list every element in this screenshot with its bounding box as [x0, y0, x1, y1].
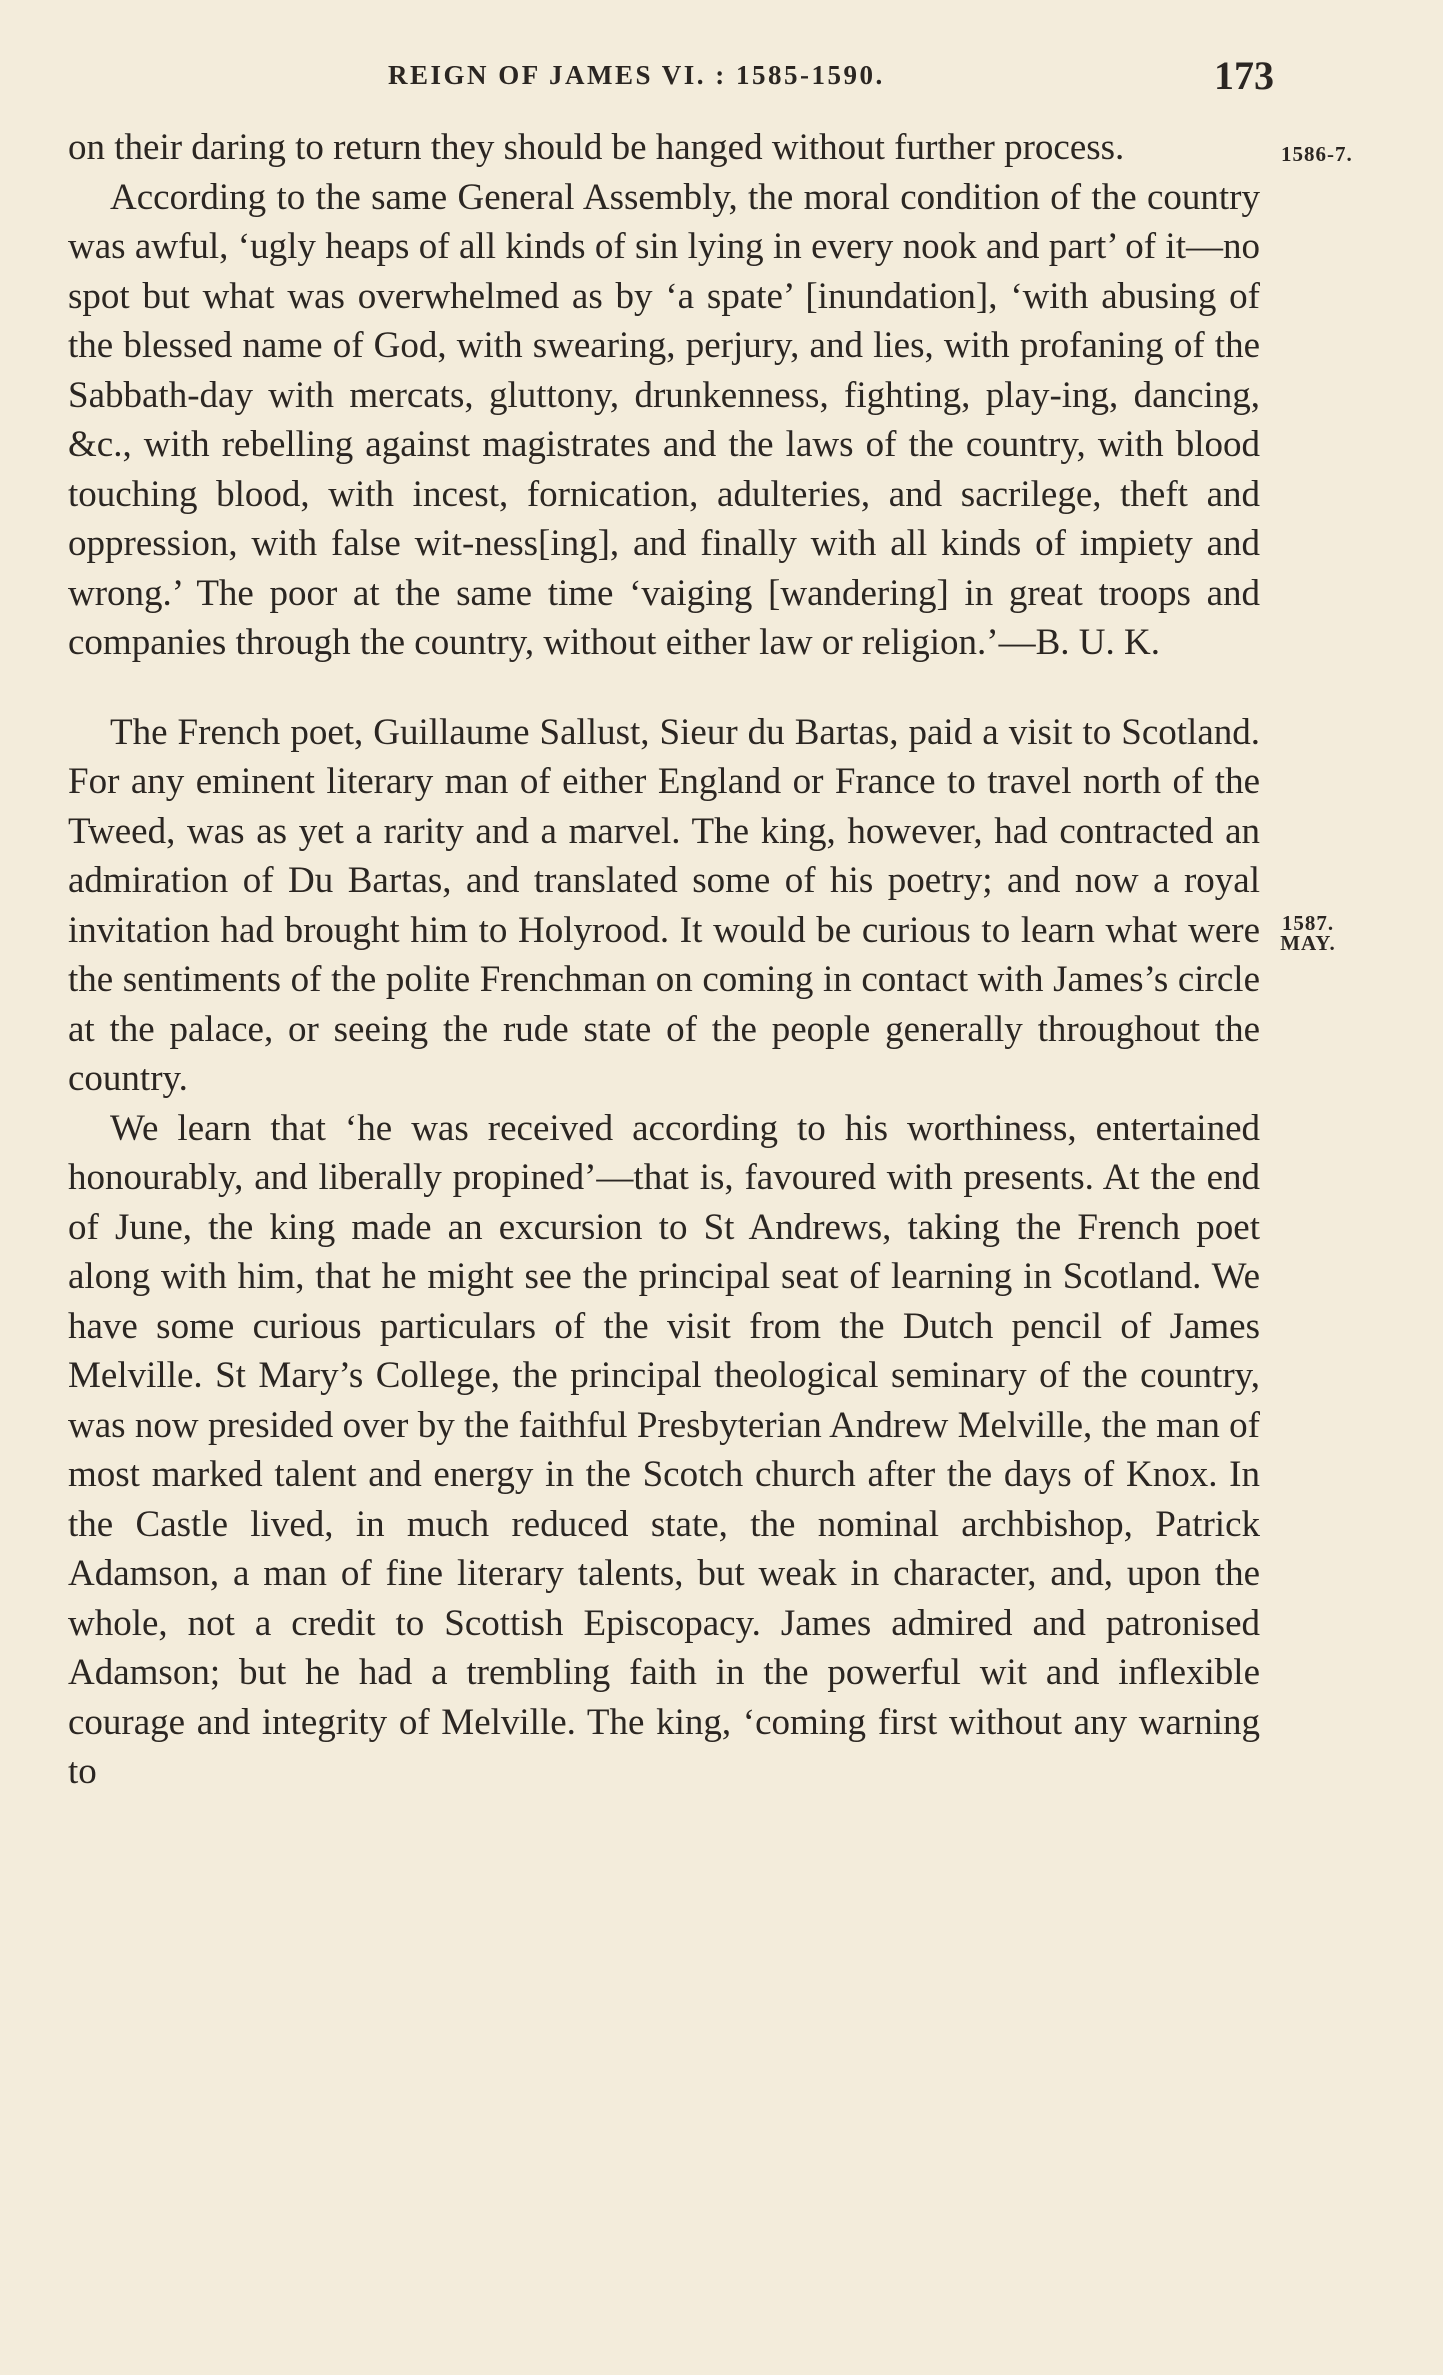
paragraph: According to the same General Assembly, the moral condition of the country was awful, ‘ugly heaps of all kinds of sin lying in every nook and part’ of it—no spot but what was overwhelmed as by ‘a spate’ [inundation], ‘with abusing of the blessed name of God, with swearing, perjury, and lies, with profaning of the Sabbath-day with mercats, gluttony, drunkenness, fighting, play-ing, dancing, &c., with rebelling against magistrates and the laws of the country, with blood touching blood, with incest, fornication, adulteries, and sacrilege, theft and oppression, with false wit-ness[ing], and finally with all kinds of impiety and wrong.’ The poor at the same time ‘vaiging [wandering] in great troops and companies through the country, without either law or religion.’—B. U. K. [68, 176, 1260, 663]
margin-date-note: 1586-7. [1281, 142, 1353, 166]
body-text [68, 123, 1260, 1797]
margin-note-year: 1587. [1281, 911, 1335, 935]
paragraph: on their daring to return they should be hanged without further process. [68, 127, 1125, 168]
page-number: 173 [1214, 53, 1274, 98]
margin-note-month: MAY. [1280, 931, 1336, 955]
paragraph: We learn that ‘he was received according to his worthiness, entertained honourably, and liberally propined’—that is, favoured with presents. At the end of June, the king made an excursion to St Andrews, taking the French poet along with him, that he might see the principal seat of learning in Scotland. We have some curious particulars of the visit from the Dutch pencil of James Melville. St Mary’s College, the principal theological seminary of the country, was now presided over by the faithful Presbyterian Andrew Melville, the man of most marked talent and energy in the Scotch church after the days of Knox. In the Castle lived, in much reduced state, the nominal archbishop, Patrick Adamson, a man of fine literary talents, but weak in character, and, upon the whole, not a credit to Scottish Episcopacy. James admired and patronised Adamson; but he had a trembling faith in the powerful wit and inflexible courage and integrity of Melville. The king, ‘coming first without any warning to [68, 1107, 1260, 1792]
margin-date-note-may [1277, 913, 1339, 953]
running-head [68, 52, 1274, 102]
running-title: REIGN OF JAMES VI. : 1585-1590. [388, 60, 885, 90]
paragraph: The French poet, Guillaume Sallust, Sieur du Bartas, paid a visit to Scotland. For any eminent literary man of either England or France to travel north of the Tweed, was as yet a rarity and a marvel. The king, however, had contracted an admiration of Du Bartas, and translated some of his poetry; and now a royal invitation had brought him to Holyrood. It would be curious to learn what were the sentiments of the polite Frenchman on coming in contact with James’s circle at the palace, or seeing the rude state of the people generally throughout the country. [68, 711, 1260, 1099]
